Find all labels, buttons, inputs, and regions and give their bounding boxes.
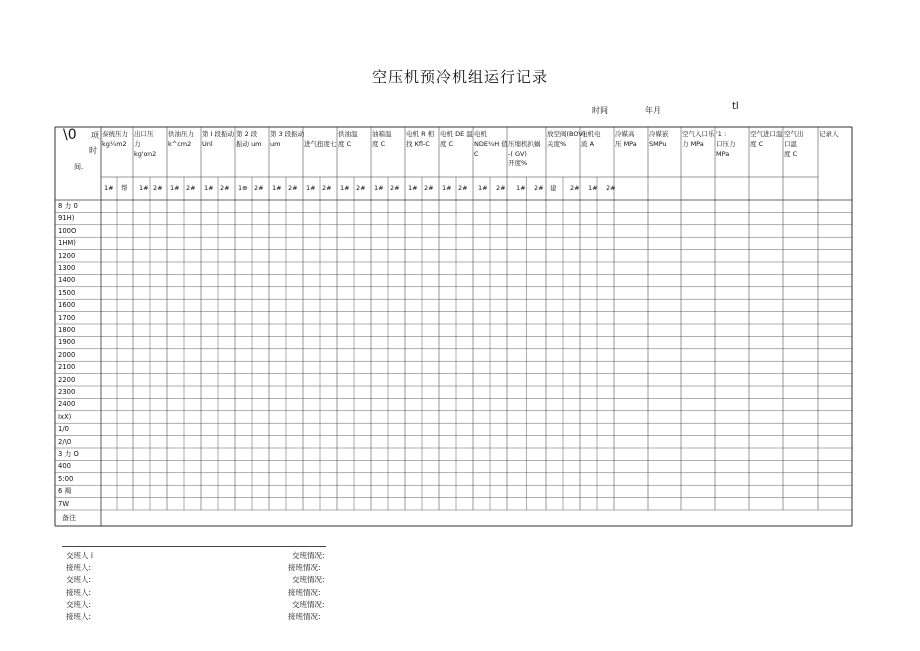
day-label: tl	[732, 101, 739, 112]
subheader-19: 1#	[408, 184, 418, 192]
time-row-1: 8 力 0	[58, 202, 78, 210]
corner-period-label: 间.	[74, 163, 84, 171]
time-row-12: 1900	[58, 338, 76, 347]
column-header-10-line-1: 电机 R 相	[406, 130, 435, 138]
column-header-9-line-2: 度 C	[372, 139, 386, 148]
time-row-5: 1200	[58, 251, 76, 260]
time-row-17: 2400	[58, 400, 76, 409]
handover-person-label: 接班人:	[66, 563, 92, 573]
subheader-13: 1#	[306, 184, 316, 192]
column-header-8-line-2: 度 C	[338, 139, 352, 148]
column-header-22-line-1: 记录人	[819, 130, 839, 138]
subheader-1: 1#	[104, 184, 114, 192]
corner-slash: \0	[63, 127, 77, 143]
column-header-19-line-1: '1 :	[716, 130, 727, 138]
time-row-23: 5:00	[58, 474, 74, 483]
subheader-20: 2#	[424, 184, 434, 192]
column-header-10-line-2: 找 Kfl-C	[406, 139, 430, 148]
subheader-11: 1#	[272, 184, 282, 192]
column-header-2-line-1: 出口压	[134, 130, 154, 138]
column-header-17-line-1: 冷媒嵌	[649, 130, 669, 138]
corner-item-label: 项	[91, 131, 99, 140]
time-row-14: 2100	[58, 363, 76, 372]
subheader-14: 2#	[322, 184, 332, 192]
page-title: 空压机预冷机组运行记录	[371, 68, 548, 86]
time-row-11: 1800	[58, 326, 76, 334]
handover-status-label: 接班情况:	[288, 587, 321, 597]
subheader-23: 1#	[478, 184, 488, 192]
column-header-5-line-1: 第 2 段	[236, 130, 258, 138]
time-row-6: 1300	[58, 264, 76, 272]
time-row-10: 1700	[58, 313, 76, 322]
date-label: 年月	[645, 106, 661, 115]
subheader-9: 1⊕	[238, 184, 248, 192]
subheader-24: 2#	[496, 184, 506, 192]
subheader-27: 建	[550, 184, 557, 192]
time-row-4: 1HM)	[58, 239, 76, 248]
column-header-14-line-2: 关度%	[547, 139, 567, 148]
subheader-7: 1#	[204, 184, 214, 192]
handover-status-label: 接班情况:	[288, 563, 321, 573]
column-header-6-line-2: um	[270, 139, 281, 148]
corner-time-label: 时	[89, 146, 97, 155]
column-header-20-line-1: 空气进口温	[750, 130, 783, 138]
column-header-13-line-4: 开度%	[508, 159, 528, 168]
column-header-13-line-3: -( GV)	[508, 149, 527, 158]
subheader-18: 2#	[390, 184, 400, 192]
subheader-25: 1#	[516, 184, 526, 192]
column-header-4-line-1: 第 I 段振动	[202, 130, 235, 138]
column-header-6-line-1: 第 3 段振动	[270, 130, 305, 138]
subheader-12: 2#	[288, 184, 298, 192]
column-header-21-line-2: 口温	[784, 139, 797, 148]
subheader-6: 2#	[186, 184, 196, 192]
time-row-9: 1600	[58, 301, 76, 310]
column-header-4-line-2: Unl	[202, 139, 213, 148]
handover-status-label: 接班情况:	[288, 612, 321, 621]
remarks-label: 备注	[62, 514, 76, 522]
handover-person-label: 交班人:	[66, 575, 92, 585]
column-header-15-line-2: 流 A	[581, 139, 595, 148]
column-header-1-line-2: kg¼m2	[102, 139, 127, 148]
subheader-8: 2#	[220, 184, 230, 192]
column-header-19-line-2: 口压力	[716, 139, 736, 148]
column-header-17-line-2: SMPu	[649, 139, 667, 148]
time-row-25: 7W	[58, 499, 70, 508]
column-header-15-line-1: 电机电	[581, 130, 601, 138]
subheader-28: 2#	[570, 184, 580, 192]
column-header-9-line-1: 油箱温	[372, 130, 392, 138]
subheader-30: 2#	[606, 184, 616, 192]
time-row-21: 3 力 O	[58, 450, 79, 458]
column-header-5-line-2: 振动 um	[236, 139, 262, 148]
column-header-11-line-1: 电机 DE 温	[440, 130, 473, 138]
subheader-26: 2#	[534, 184, 544, 192]
column-header-21-line-1: 空气出	[784, 130, 804, 138]
handover-person-label: 交班人:	[66, 599, 92, 609]
subheader-17: 1#	[374, 184, 384, 192]
column-header-12-line-1: 电机	[474, 130, 487, 138]
column-header-8-line-1: 供油温	[338, 130, 358, 138]
time-row-3: 100O	[58, 226, 77, 235]
handover-person-label: 接班人:	[66, 587, 92, 597]
handover-status-label: 交班情况:	[292, 551, 325, 560]
column-header-3-line-1: 供油压力	[168, 130, 194, 138]
column-header-16-line-1: 冷媒高	[615, 130, 635, 138]
handover-status-label: 交班情况:	[292, 599, 325, 609]
column-header-13-line-2: 压缩机扒蜗	[508, 139, 541, 148]
column-header-2-line-2: 力	[134, 139, 141, 148]
subheader-29: 1#	[588, 184, 598, 192]
time-row-7: 1400	[58, 276, 76, 285]
column-header-12-line-2: NDE¾H 值	[474, 139, 508, 148]
handover-person-label: 接班人:	[66, 612, 92, 621]
subheader-10: 2#	[254, 184, 264, 192]
subheader-15: 1#	[340, 184, 350, 192]
column-header-11-line-2: 度 C	[440, 139, 454, 148]
column-header-18-line-1: 空气入口乐	[682, 130, 715, 138]
column-header-1-line-1: 泰统压力	[102, 130, 128, 138]
column-header-21-line-3: 度 C	[784, 149, 798, 158]
subheader-4: 2#	[153, 184, 163, 192]
time-row-19: 1/0	[58, 425, 69, 434]
column-header-3-line-2: k^cm2	[168, 139, 192, 148]
time-row-18: IxX)	[58, 412, 72, 421]
column-header-20-line-2: 度 C	[750, 139, 764, 148]
subheader-16: 2#	[356, 184, 366, 192]
footer-divider	[62, 546, 326, 547]
time-row-20: 2/\0	[58, 437, 72, 446]
column-header-16-line-2: 压 MPa	[615, 139, 637, 148]
time-row-13: 2000	[58, 350, 76, 359]
handover-person-label: 交班人 i	[66, 551, 93, 560]
column-header-14-line-1: 放空阀(BOV)	[547, 130, 586, 138]
handover-status-label: 交班情况:	[292, 575, 325, 585]
subheader-21: 1#	[442, 184, 452, 192]
time-row-22: 400	[58, 462, 71, 471]
column-header-7-line-2: 进气扭度七	[304, 139, 337, 148]
column-header-18-line-2: 力 MPa	[682, 139, 704, 148]
time-row-15: 2200	[58, 375, 76, 384]
column-header-12-line-3: C	[474, 149, 479, 158]
time-row-24: 6 褐	[58, 487, 72, 496]
subheader-3: 1#	[139, 184, 149, 192]
time-row-16: 2300	[58, 388, 76, 396]
time-label: 时间	[592, 106, 608, 115]
subheader-2: 帮	[121, 184, 128, 192]
time-row-2: 91H)	[58, 214, 75, 223]
column-header-2-line-3: kg'αn2	[134, 149, 157, 158]
subheader-5: 1#	[170, 184, 180, 192]
time-row-8: 1500	[58, 288, 76, 297]
subheader-22: 2#	[458, 184, 468, 192]
column-header-19-line-3: MPa	[716, 149, 730, 158]
